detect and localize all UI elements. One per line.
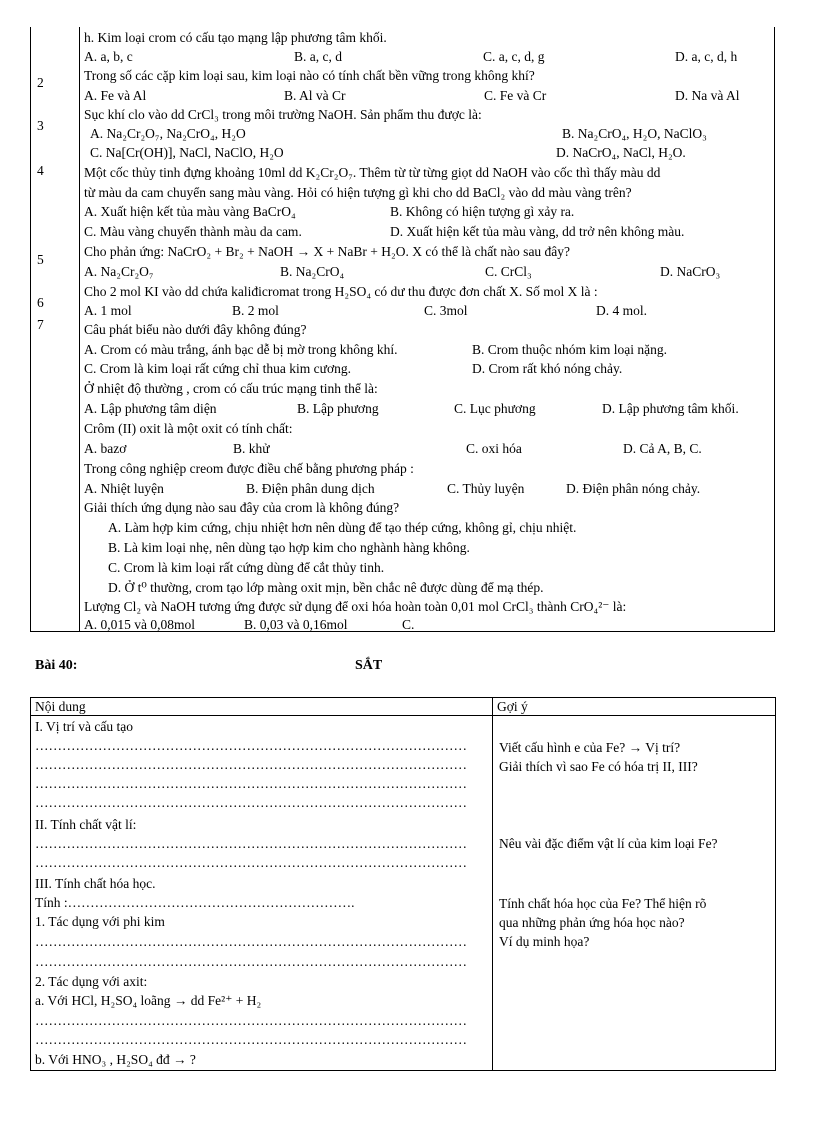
content-heading: 2. Tác dụng với axit: — [35, 974, 148, 989]
question-stem: Trong công nghiệp creom được điều chế bằng phương pháp : — [84, 461, 414, 476]
option: D. Na và Al — [675, 88, 740, 103]
option: A. 1 mol — [84, 303, 132, 318]
option: A. 0,015 và 0,08mol — [84, 617, 195, 632]
question-stem: Cho 2 mol KI vào dd chứa kaliđicromat trong H₂SO₄ có dư thu được đơn chất X. Số mol X là : — [84, 284, 598, 299]
option: C. CrCl₃ — [485, 264, 532, 279]
question-number: 7 — [37, 317, 44, 332]
option: A. Fe và Al — [84, 88, 147, 103]
question-block — [30, 27, 775, 632]
option: C. Thủy luyện — [447, 481, 525, 496]
hint-line: qua những phản ứng hóa học nào? — [499, 915, 685, 930]
question-stem: Câu phát biểu nào dưới đây không đúng? — [84, 322, 307, 337]
question-stem: từ màu da cam chuyển sang màu vàng. Hỏi có hiện tượng gì khi cho dd BaCl₂ vào dd màu vàng trên? — [84, 185, 632, 200]
question-stem: Ở nhiệt độ thường , crom có cấu trúc mạng tinh thể là: — [84, 381, 378, 396]
option: B. Lập phương — [297, 401, 379, 416]
question-number: 6 — [37, 295, 44, 310]
option: C. 3mol — [424, 303, 468, 318]
answer-row — [84, 143, 768, 162]
question-stem: Một cốc thủy tinh đựng khoảng 10ml dd K₂Cr₂O₇. Thêm từ từ từng giọt dd NaOH vào cốc thì thấy màu dd — [84, 165, 661, 180]
question-stem: Cho phản ứng: NaCrO₂ + Br₂ + NaOH → X + NaBr + H₂O. X có thể là chất nào sau đây? — [84, 244, 571, 259]
option: D. Crom rất khó nóng chảy. — [472, 361, 623, 376]
fill-in-line[interactable]: …………………………………………………………………………………… — [35, 795, 467, 810]
option: C. oxi hóa — [466, 441, 522, 456]
worksheet-table — [30, 697, 776, 1071]
option: C. Màu vàng chuyển thành màu da cam. — [84, 224, 302, 239]
option: B. Al và Cr — [284, 88, 346, 103]
fill-in-line[interactable]: …………………………………………………………………………………… — [35, 1032, 467, 1047]
option: A. a, b, c — [84, 49, 133, 64]
option: D. 4 mol. — [596, 303, 648, 318]
fill-in-line[interactable]: …………………………………………………………………………………… — [35, 738, 467, 753]
content-heading: I. Vị trí và cấu tạo — [35, 719, 133, 734]
option: A. Nhiệt luyện — [84, 481, 164, 496]
fill-in-line[interactable]: …………………………………………………………………………………… — [35, 954, 467, 969]
answer-row — [84, 301, 768, 320]
fill-in-line[interactable] — [35, 893, 488, 912]
option: C. Crom là kim loại rất cứng dùng để cắt thủy tinh. — [108, 560, 385, 575]
column-header-content: Nội dung — [31, 698, 493, 716]
question-stem: Giải thích ứng dụng nào sau đây của crom là không đúng? — [84, 500, 400, 515]
fill-in-line[interactable]: …………………………………………………………………………………… — [35, 836, 467, 851]
option: B. 2 mol — [232, 303, 279, 318]
option: A. bazơ — [84, 441, 127, 456]
option: A. Lập phương tâm diện — [84, 401, 217, 416]
option: A. Na₂Cr₂O₇ — [84, 264, 154, 279]
fill-in-line[interactable]: …………………………………………………………………………………… — [35, 757, 467, 772]
fill-in-line[interactable]: …………………………………………………………………………………… — [35, 855, 467, 870]
hint-line: Nêu vài đặc điểm vật lí của kim loại Fe? — [499, 836, 718, 851]
content-heading: 1. Tác dụng với phi kim — [35, 914, 165, 929]
property-label: Tính : — [35, 895, 68, 910]
question-stem: h. Kim loại crom có cấu tạo mạng lập phương tâm khối. — [84, 30, 387, 45]
answer-row — [84, 399, 768, 418]
answer-row — [84, 518, 768, 537]
answer-row — [84, 578, 768, 597]
hint-line: Ví dụ minh họa? — [499, 934, 590, 949]
option: B. Na₂CrO₄, H₂O, NaClO₃ — [562, 126, 707, 141]
content-heading: III. Tính chất hóa học. — [35, 876, 156, 891]
option: B. Na₂CrO₄ — [280, 264, 345, 279]
answer-row — [84, 222, 768, 241]
question-number: 4 — [37, 163, 44, 178]
answer-row — [84, 86, 768, 105]
reaction-line: b. Với HNO₃ , H₂SO₄ đđ → ? — [35, 1052, 196, 1067]
option: B. Điện phân dung dịch — [246, 481, 375, 496]
question-stem: Trong số các cặp kim loại sau, kim loại nào có tính chất bền vững trong không khí? — [84, 68, 535, 83]
fill-in-line[interactable]: …………………………………………………………………………………… — [35, 934, 467, 949]
fill-in-line[interactable]: …………………………………………………………………………………… — [35, 1013, 467, 1028]
option: C. — [402, 617, 415, 632]
hint-line: Tính chất hóa học của Fe? Thể hiện rõ — [499, 896, 707, 911]
column-header-hint: Gợi ý — [493, 698, 776, 716]
option: C. Na[Cr(OH)], NaCl, NaClO, H₂O — [90, 145, 284, 160]
question-number: 5 — [37, 252, 44, 267]
option: C. a, c, d, g — [483, 49, 545, 64]
option: D. NaCrO₄, NaCl, H₂O. — [556, 145, 686, 160]
question-stem: Sục khí clo vào dd CrCl₃ trong môi trường NaOH. Sản phẩm thu được là: — [84, 107, 482, 122]
hint-line: Viết cấu hình e của Fe? → Vị trí? — [499, 740, 681, 755]
answer-row — [84, 340, 768, 359]
answer-row — [84, 479, 768, 498]
option: B. khử — [233, 441, 270, 456]
option: A. Xuất hiện kết tủa màu vàng BaCrO₄ — [84, 204, 296, 219]
reaction-line: a. Với HCl, H₂SO₄ loãng → dd Fe²⁺ + H₂ — [35, 993, 262, 1008]
answer-row — [84, 439, 768, 458]
question-number: 3 — [37, 118, 44, 133]
option: D. Ở t⁰ thường, crom tạo lớp màng oxit mịn, bền chắc nê được dùng để mạ thép. — [108, 580, 544, 595]
option: A. Na₂Cr₂O₇, Na₂CrO₄, H₂O — [90, 126, 246, 141]
option: D. Lập phương tâm khối. — [602, 401, 739, 416]
lesson-title: SẮT — [355, 658, 383, 673]
answer-row — [84, 615, 768, 634]
answer-row — [84, 359, 768, 378]
lesson-number: Bài 40: — [35, 658, 78, 673]
option: B. Là kim loại nhẹ, nên dùng tạo hợp kim cho nghành hàng không. — [108, 540, 470, 555]
option: D. Cả A, B, C. — [623, 441, 702, 456]
question-stem: Lượng Cl₂ và NaOH tương ứng được sử dụng để oxi hóa hoàn toàn 0,01 mol CrCl₃ thành CrO₄²⁻ là: — [84, 599, 627, 614]
option: B. Không có hiện tượng gì xảy ra. — [390, 204, 575, 219]
option: D. Điện phân nóng chảy. — [566, 481, 701, 496]
option: B. 0,03 và 0,16mol — [244, 617, 348, 632]
content-cell — [31, 716, 493, 1071]
option: A. Crom có màu trắng, ánh bạc dễ bị mờ trong không khí. — [84, 342, 398, 357]
option: D. Xuất hiện kết tủa màu vàng, dd trở nên không màu. — [390, 224, 685, 239]
hint-line: Giải thích vì sao Fe có hóa trị II, III? — [499, 759, 698, 774]
answer-row — [84, 558, 768, 577]
content-heading: II. Tính chất vật lí: — [35, 817, 137, 832]
answer-row — [84, 47, 768, 66]
option: C. Lục phương — [454, 401, 536, 416]
question-number: 2 — [37, 75, 44, 90]
answer-row — [84, 124, 768, 143]
answer-row — [84, 202, 768, 221]
option: D. a, c, d, h — [675, 49, 738, 64]
fill-in-line[interactable]: …………………………………………………………………………………… — [35, 776, 467, 791]
dots: ………………………………………………………. — [67, 895, 355, 910]
option: B. Crom thuộc nhóm kim loại nặng. — [472, 342, 667, 357]
option: D. NaCrO₃ — [660, 264, 721, 279]
answer-row — [84, 262, 768, 281]
option: C. Crom là kim loại rất cứng chỉ thua kim cương. — [84, 361, 351, 376]
option: B. a, c, d — [294, 49, 342, 64]
question-stem: Crôm (II) oxit là một oxit có tính chất: — [84, 421, 293, 436]
option: C. Fe và Cr — [484, 88, 547, 103]
hint-cell — [493, 716, 776, 1071]
column-divider — [79, 27, 80, 631]
option: A. Làm hợp kim cứng, chịu nhiệt hơn nên dùng để tạo thép cứng, không gỉ, chịu nhiệt. — [108, 520, 577, 535]
answer-row — [84, 538, 768, 557]
